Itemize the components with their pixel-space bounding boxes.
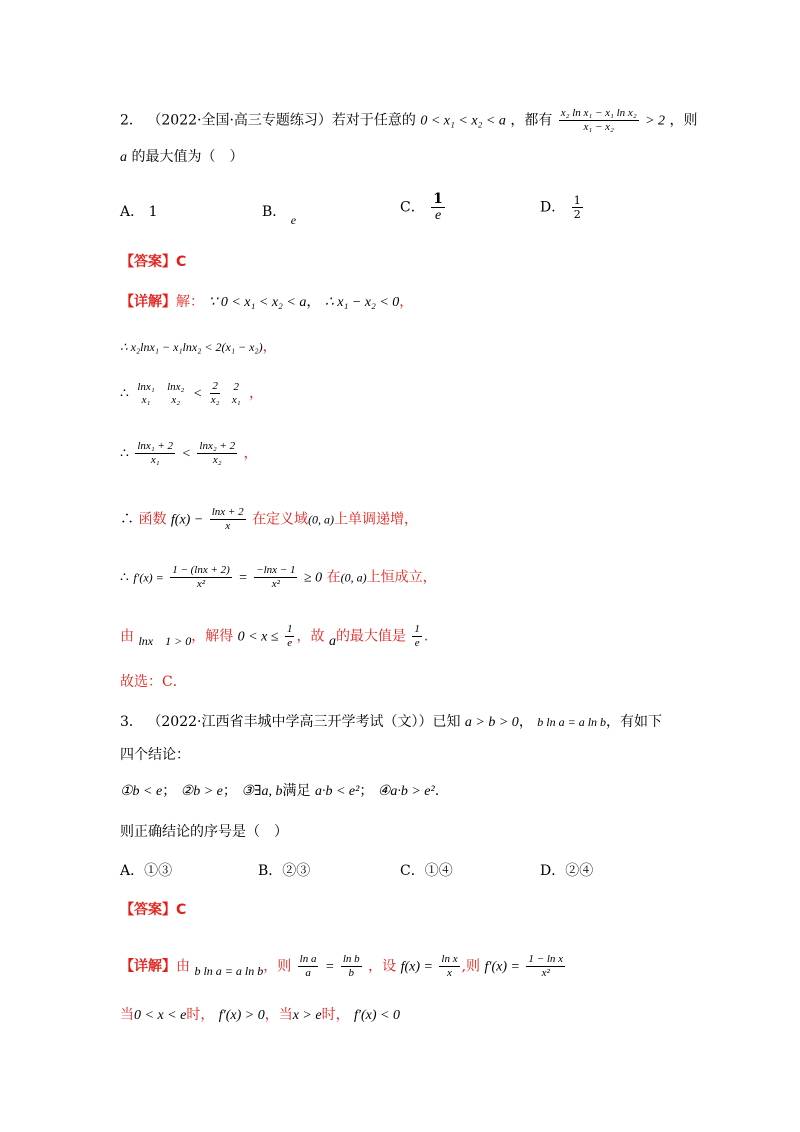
q2-detail-line7: 由 lnx 1 > 0，解得 0 < x ≤ $\frac{1}{e}$ ，故 a的最大值是 $\frac{1}{e}$ .: [120, 623, 429, 649]
q2-detail-line6: ∴ f′(x) = $\frac{1 - (\ln x + 2)}{\text{x²}}$ = $\frac{-\ln x - 1}{\text{x²}}$ ≥ 0 在(0, a)上恒成立，: [120, 564, 437, 590]
q3-number: 3．: [120, 714, 143, 730]
q2-detail-line2: ∴ x₂lnx₁ − x₁lnx₂ < 2(x₁ − x₂)，: [120, 339, 277, 355]
q3-detail-line1: 【详解】由 b ln a = a ln b，则 $\frac{\text{ln a}}{a}$ = $\frac{\text{ln b}}{b}$ ，设 f(x) = $\frac{\text{ln x}}{x}$ ,则 f′(x) = $\frac{\text{1 − ln x}}{\text{x²}}$: [120, 953, 564, 979]
q2-condition: 0 < x₁ < x₂ < a: [420, 113, 506, 129]
q2-detail-line3: ∴ lnx₁ x₁ lnx₂ x₂ < $\frac{2}{\text{x₂}}$ 2 x₁ ，: [120, 380, 264, 406]
q3-stem-line2: 四个结论：: [120, 747, 190, 763]
q2-option-a[interactable]: A． 1: [120, 204, 158, 220]
q2-detail-label: 【详解】: [120, 294, 176, 310]
q3-option-c[interactable]: C．①④: [400, 863, 453, 879]
q3-stem-line1: 3． （2022·江西省丰城中学高三开学考试（文））已知 a > b > 0， b ln a = a ln b，有如下: [120, 714, 663, 730]
q2-source: （2022·全国·高三专题练习）若对于任意的: [147, 112, 416, 129]
q2-stem-line1: 2． （2022·全国·高三专题练习）若对于任意的 0 < x₁ < x₂ < a ，都有 $\frac{\text{x₂ ln x₁ − x₁ ln x₂}}{\text{x₁ − x₂}}$ > 2 ，则: [120, 107, 698, 133]
q2-stem-line2: a 的最大值为（ ）: [120, 149, 244, 165]
q2-option-c[interactable]: C． $\frac{1}{e}$: [400, 191, 443, 223]
q3-source: （2022·江西省丰城中学高三开学考试（文））已知: [147, 714, 461, 730]
q3-option-d[interactable]: D．②④: [540, 863, 594, 879]
q2-conclusion: 故选：C．: [120, 674, 187, 690]
q2-answer: 【答案】C: [120, 254, 187, 270]
q2-detail-line4: ∴ $\frac{\text{lnx₁ + 2}}{\text{x₁}}$ < $\frac{\text{lnx₂ + 2}}{\text{x₂}}$ ，: [120, 440, 258, 466]
q3-answer: 【答案】C: [120, 902, 187, 918]
q3-conclusions: ①b < e； ②b > e； ③∃a, b满足 a·b < e²； ④a·b > e².: [120, 783, 440, 799]
q3-question: 则正确结论的序号是（ ）: [120, 824, 288, 840]
q3-detail-label: 【详解】: [120, 958, 176, 975]
q2-option-d[interactable]: D． $\frac{1}{2}$: [540, 194, 581, 221]
q2-option-b[interactable]: B． e: [262, 204, 297, 227]
q2-detail-line1: 【详解】解： ∵ 0 < x₁ < x₂ < a， ∴ x₁ − x₂ < 0，: [120, 294, 414, 310]
q2-number: 2．: [120, 112, 143, 129]
q2-detail-line5: ∴ 函数 f(x) − $\frac{\ln x + 2}{x}$ 在定义域(0, a)上单调递增，: [120, 506, 419, 532]
q2-main-fraction: $\frac{\text{x₂ ln x₁ − x₁ ln x₂}}{\text{x₁ − x₂}}$: [560, 107, 637, 133]
q3-option-a[interactable]: A．①③: [120, 863, 173, 879]
q3-detail-line2: 当0 < x < e时， f′(x) > 0，当x > e时， f′(x) < 0: [120, 1007, 400, 1023]
q3-option-b[interactable]: B．②③: [258, 863, 311, 879]
